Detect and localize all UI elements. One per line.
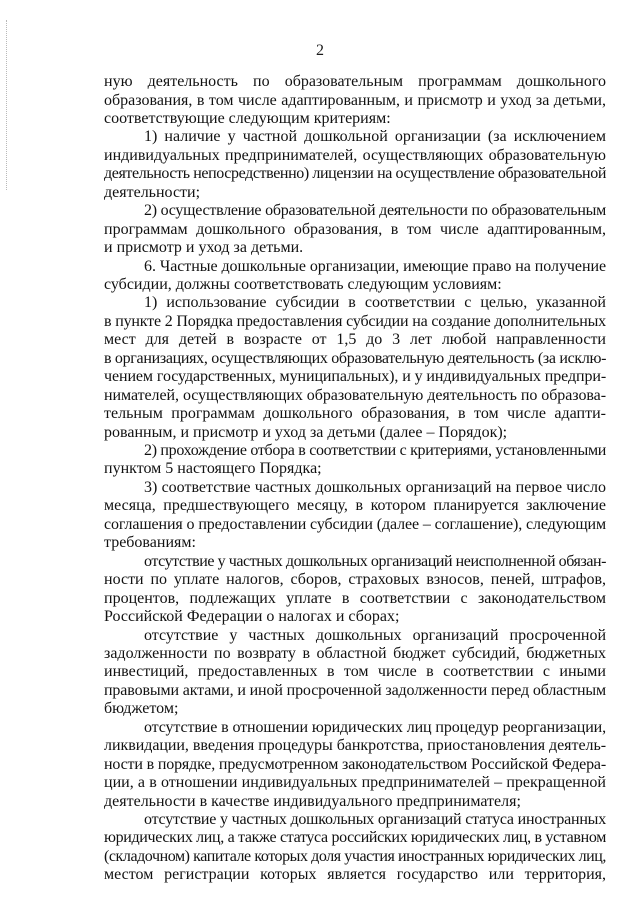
page-number: 2 xyxy=(316,42,324,59)
text-line: отсутствие в отношении юридических лиц процедур реорганизации, xyxy=(144,718,606,736)
text-line: 2) осуществление образовательной деятельности по образовательным xyxy=(144,202,606,220)
text-line: деятельность непосредственно) лицензии на осуществление образовательной xyxy=(104,165,606,183)
text-line: месяца, предшествующего месяцу, в котором планируется заключение xyxy=(104,497,606,515)
text-line: соответствующие следующим критериям: xyxy=(104,109,391,127)
text-line: инвестиций, предоставленных в том числе в соответствии с иными xyxy=(104,663,606,681)
text-line: юридических лиц, а также статуса российских юридических лиц, в уставном xyxy=(104,829,606,847)
text-line: мест для детей в возрасте от 1,5 до 3 лет любой направленности xyxy=(104,331,606,349)
text-line: ликвидации, введения процедуры банкротства, приостановления деятель- xyxy=(104,737,606,755)
text-line: индивидуальных предпринимателей, осуществляющих образовательную xyxy=(104,146,606,164)
text-line: нимателей, осуществляющих образовательную деятельность по образова- xyxy=(104,386,606,404)
text-line: местом регистрации которых является государство или территория, xyxy=(104,866,606,884)
text-line: ную деятельность по образовательным программам дошкольного xyxy=(104,73,606,90)
text-line: 3) соответствие частных дошкольных организаций на первое число xyxy=(144,478,606,496)
text-line: отсутствие у частных дошкольных организаций неисполненной обязан- xyxy=(144,552,607,570)
text-line: (складочном) капитале которых доля участия иностранных юридических лиц, xyxy=(104,847,606,865)
text-line: отсутствие у частных дошкольных организаций просроченной xyxy=(144,626,606,644)
text-line: чением государственных, муниципальных), и у индивидуальных предпри- xyxy=(104,368,607,386)
text-line: задолженности по возврату в областной бюджет субсидий, бюджетных xyxy=(104,644,606,662)
text-line: соглашения о предоставлении субсидии (далее – соглашение), следующим xyxy=(104,515,606,533)
text-line: 1) использование субсидии в соответствии с целью, указанной xyxy=(144,294,606,312)
text-line: деятельности в качестве индивидуального предпринимателя; xyxy=(104,792,521,810)
text-line: 1) наличие у частной дошкольной организации (за исключением xyxy=(144,128,606,146)
text-line: ности по уплате налогов, сборов, страховых взносов, пеней, штрафов, xyxy=(104,571,606,589)
text-line: требованиям: xyxy=(104,534,196,552)
text-line: рованным, и присмотр и уход за детьми (далее – Порядок); xyxy=(104,423,508,441)
text-line: правовыми актами, и иной просроченной задолженности перед областным xyxy=(104,681,607,699)
text-line: и присмотр и уход за детьми. xyxy=(104,239,304,256)
text-line: субсидии, должны соответствовать следующим условиям: xyxy=(104,275,502,293)
text-line: 6. Частные дошкольные организации, имеющие право на получение xyxy=(144,257,607,275)
text-line: Российской Федерации о налогах и сборах; xyxy=(104,608,400,625)
text-line: в организациях, осуществляющих образовательную деятельность (за исклю- xyxy=(104,349,607,367)
text-line: ции, а в отношении индивидуальных предпринимателей – прекращенной xyxy=(104,774,606,792)
text-line: бюджетом; xyxy=(104,700,179,718)
text-line: деятельности; xyxy=(104,183,201,201)
text-line: программам дошкольного образования, в том числе адаптированным, xyxy=(104,220,606,238)
text-line: пунктом 5 настоящего Порядка; xyxy=(104,460,322,478)
text-line: отсутствие у частных дошкольных организаций статуса иностранных xyxy=(144,811,606,828)
text-line: в пункте 2 Порядка предоставления субсидии на создание дополнительных xyxy=(104,312,606,330)
text-line: тельным программам дошкольного образования, в том числе адапти- xyxy=(104,405,606,423)
text-line: процентов, подлежащих уплате в соответствии с законодательством xyxy=(104,589,606,607)
text-line: 2) прохождение отбора в соответствии с критериями, установленными xyxy=(144,442,607,459)
text-line: образования, в том числе адаптированным, и присмотр и уход за детьми, xyxy=(104,91,606,109)
text-line: ности в порядке, предусмотренном законодательством Российской Федера- xyxy=(104,755,606,773)
